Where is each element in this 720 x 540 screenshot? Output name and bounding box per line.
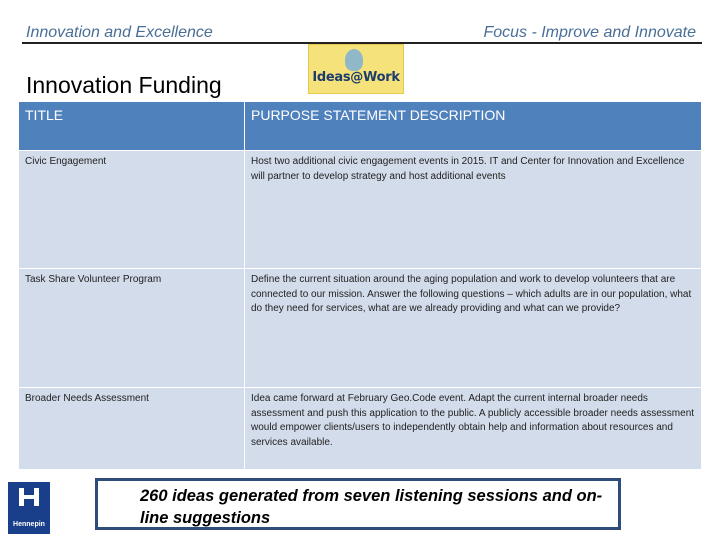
header-right-title: Focus - Improve and Innovate xyxy=(483,24,696,41)
row-description: Idea came forward at February Geo.Code event. Adapt the current internal broader needs assessment and push this application to the public. A publicly accessible broader needs assessment would empower clients/users to independently obtain help and information about resources and services available. xyxy=(245,388,702,470)
column-header-description: PURPOSE STATEMENT DESCRIPTION xyxy=(245,102,702,151)
hennepin-logo xyxy=(8,482,50,534)
table-row xyxy=(19,151,702,269)
hennepin-h-icon xyxy=(19,488,39,506)
row-description: Define the current situation around the aging population and work to develop volunteers that are connected to our mission. Answer the following questions – which adults are in our population, what do they need for services, what are we already providing and what can we provide? xyxy=(245,269,702,388)
table-row xyxy=(19,388,702,470)
ideas-callout-box: 260 ideas generated from seven listening sessions and on-line suggestions xyxy=(95,478,621,530)
table-header-row xyxy=(19,102,702,151)
header-left-title: Innovation and Excellence xyxy=(26,24,213,41)
logo-text: Ideas@Work xyxy=(312,69,400,85)
row-title: Task Share Volunteer Program xyxy=(19,269,245,388)
row-description: Host two additional civic engagement events in 2015. IT and Center for Innovation and Excellence will partner to develop strategy and host additional events xyxy=(245,151,702,269)
lightbulb-icon xyxy=(345,49,363,71)
innovation-funding-table xyxy=(18,101,702,470)
row-title: Broader Needs Assessment xyxy=(19,388,245,470)
column-header-title: TITLE xyxy=(19,102,245,151)
row-title: Civic Engagement xyxy=(19,151,245,269)
ideas-at-work-logo xyxy=(308,44,404,94)
hennepin-label: Hennepin xyxy=(13,521,45,528)
table-row xyxy=(19,269,702,388)
page-title: Innovation Funding xyxy=(26,72,222,98)
